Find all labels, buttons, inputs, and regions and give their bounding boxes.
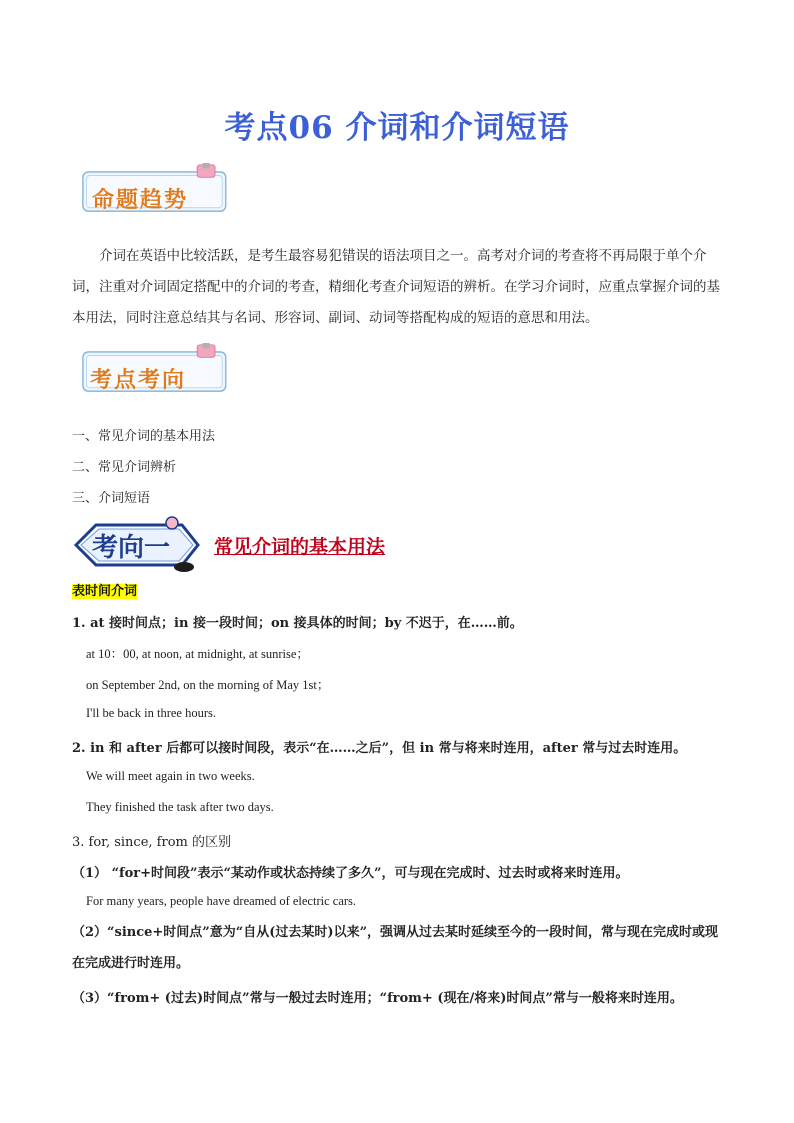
subhead-wrap bbox=[72, 580, 137, 599]
subhead-time-prepositions: 表时间介词 bbox=[72, 584, 138, 599]
section-badge bbox=[72, 515, 202, 579]
rule-3-1: （1） “for+时间段”表示“某动作或状态持续了多久”，可与现在完成时、过去时或将来时连用。 bbox=[72, 866, 629, 881]
rule-2: 2. in 和 after 后都可以接时间段，表示“在……之后”，但 in 常与将来时连用，after 常与过去时连用。 bbox=[72, 741, 687, 756]
banner-direction-label: 考点考向 bbox=[90, 368, 187, 393]
section-badge-label: 考向一 bbox=[92, 533, 171, 563]
outline-item-2: 二、常见介词辨析 bbox=[72, 460, 177, 475]
rule-3-2: （2）“since+时间点”意为“自从(过去某时)以来”，强调从过去某时延续至今的一段时间，常与现在完成时或现在完成进行时连用。 bbox=[72, 925, 719, 971]
banner-trend bbox=[72, 163, 242, 217]
example-2b: They finished the task after two days. bbox=[86, 800, 274, 814]
example-1a: at 10：00, at noon, at midnight, at sunrise； bbox=[86, 647, 309, 661]
intro-paragraph: 介词在英语中比较活跃，是考生最容易犯错误的语法项目之一。高考对介词的考查将不再局限于单个介词，注重对介词固定搭配中的介词的考查，精细化考查介词短语的辨析。在学习介词时，应重点掌握介词的基本用法，同时注意总结其与名词、形容词、副词、动词等搭配构成的短语的意思和用法。 bbox=[72, 248, 720, 326]
page-title: 考点06 介词和介词短语 bbox=[224, 110, 570, 146]
example-1c: I'll be back in three hours. bbox=[86, 706, 216, 720]
banner-trend-label: 命题趋势 bbox=[92, 188, 189, 213]
rule-1: 1. at 接时间点；in 接一段时间；on 接具体的时间；by 不迟于，在……前。 bbox=[72, 616, 523, 631]
rule-3: 3. for, since, from 的区别 bbox=[72, 835, 231, 850]
outline-item-3: 三、介词短语 bbox=[72, 491, 151, 506]
example-2a: We will meet again in two weeks. bbox=[86, 769, 255, 783]
section-title: 常见介词的基本用法 bbox=[214, 536, 386, 558]
outline-item-1: 一、常见介词的基本用法 bbox=[72, 429, 216, 444]
example-3: For many years, people have dreamed of electric cars. bbox=[86, 894, 357, 908]
example-1b: on September 2nd, on the morning of May 1st； bbox=[86, 678, 330, 692]
banner-direction bbox=[72, 343, 242, 397]
rule-3-3: （3）“from+ (过去)时间点”常与一般过去时连用；“from+ (现在/将来)时间点”常与一般将来时连用。 bbox=[72, 991, 683, 1006]
